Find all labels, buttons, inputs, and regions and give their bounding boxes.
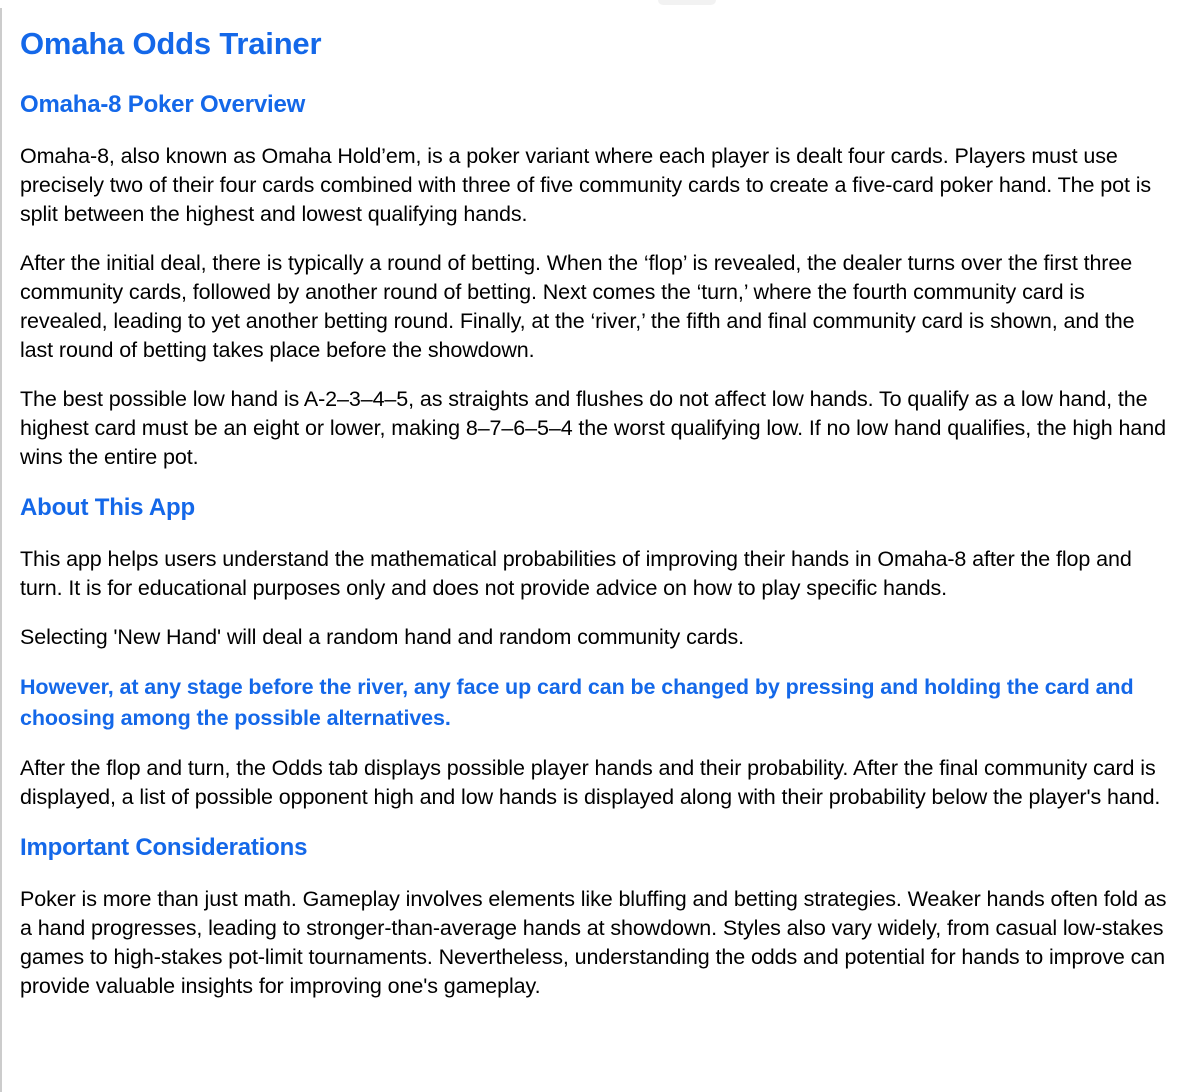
considerations-paragraph-1: Poker is more than just math. Gameplay involves elements like bluffing and betting strategies. Weaker hands often fold as a hand progresses, leading to stronger-than-average hands at showdown. Styles also vary widely, from casual low-stakes games to high-stakes pot-limit tournaments. Nevertheless, understanding the odds and potential for hands to improve can provide valuable insights for improving one's gameplay.: [20, 887, 1167, 998]
section-heading-overview: Omaha-8 Poker Overview: [20, 91, 306, 118]
about-paragraph-3: After the flop and turn, the Odds tab displays possible player hands and their probability. After the final community card is displayed, a list of possible opponent high and low hands is displayed along with their probability below the player's hand.: [20, 756, 1161, 809]
overview-paragraph-2: After the initial deal, there is typically a round of betting. When the ‘flop’ is revealed, the dealer turns over the first three community cards, followed by another round of betting. Next comes the ‘turn,’ where the fourth community card is revealed, leading to yet another betting round. Finally, at the ‘river,’ the fifth and final community card is shown, and the last round of betting takes place before the showdown.: [20, 251, 1135, 362]
pane-divider-line: [0, 8, 2, 1092]
about-paragraph-1: This app helps users understand the mathematical probabilities of improving their hands in Omaha-8 after the flop and turn. It is for educational purposes only and does not provide advice on how to play specific hands.: [20, 547, 1132, 600]
sheet-grabber: [658, 0, 716, 5]
overview-paragraph-1: Omaha-8, also known as Omaha Hold’em, is a poker variant where each player is dealt four cards. Players must use precisely two of their four cards combined with three of five community cards to create a five-card poker hand. The pot is split between the highest and lowest qualifying hands.: [20, 144, 1152, 226]
about-paragraph-2: Selecting 'New Hand' will deal a random hand and random community cards.: [20, 625, 745, 649]
section-heading-about: About This App: [20, 494, 195, 521]
overview-paragraph-3: The best possible low hand is A-2–3–4–5, as straights and flushes do not affect low hands. To qualify as a low hand, the highest card must be an eight or lower, making 8–7–6–5–4 the worst qualifying low. If no low hand qualifies, the high hand wins the entire pot.: [20, 387, 1166, 469]
page-title: Omaha Odds Trainer: [20, 26, 322, 61]
section-heading-considerations: Important Considerations: [20, 834, 308, 861]
about-highlight-paragraph: However, at any stage before the river, any face up card can be changed by pressing and holding the card and choosing among the possible alternatives.: [20, 675, 1134, 730]
